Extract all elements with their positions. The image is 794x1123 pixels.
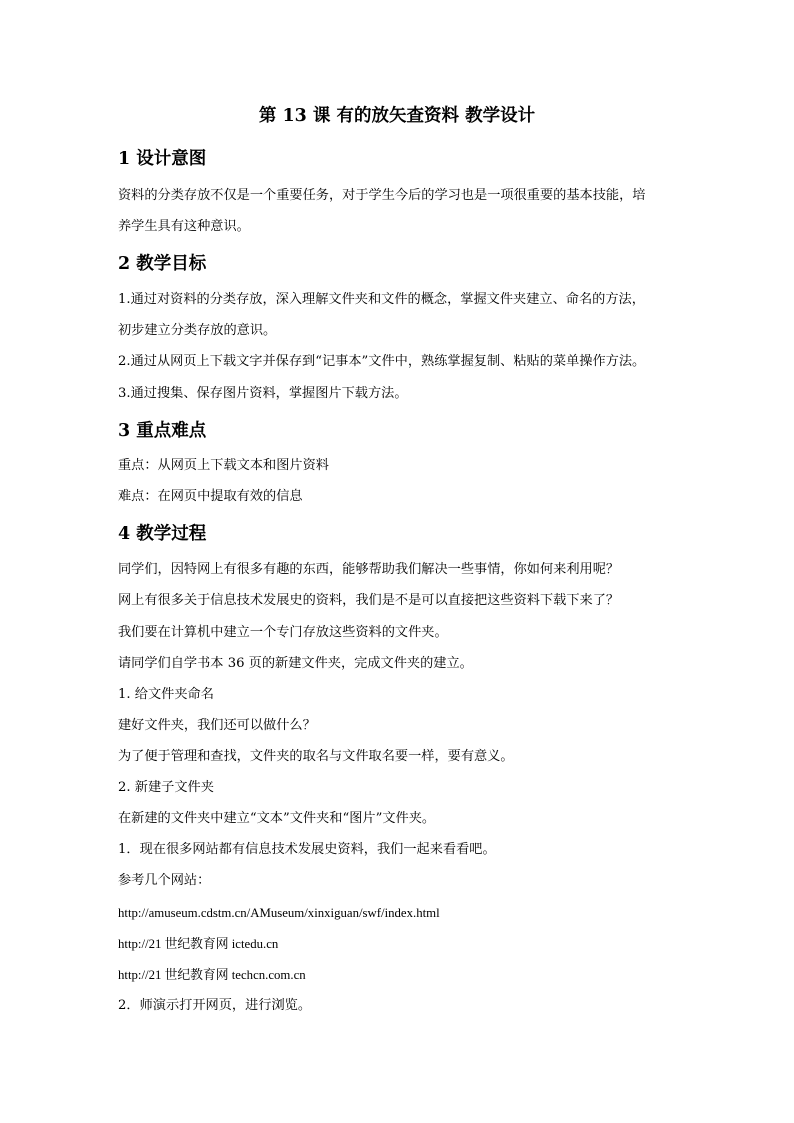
paragraph-line: 养学生具有这种意识。 [118, 219, 250, 234]
paragraph-line: 参考几个网站： [118, 873, 211, 888]
paragraph-line: 资料的分类存放不仅是一个重要任务，对于学生今后的学习也是一项很重要的基本技能，培 [118, 188, 646, 203]
paragraph-line: 网上有很多关于信息技术发展史的资料，我们是不是可以直接把这些资料下载下来了？ [118, 593, 620, 608]
document-title: 第 13 课 有的放矢查资料 教学设计 [258, 106, 536, 126]
paragraph-line: 3.通过搜集、保存图片资料，掌握图片下载方法。 [118, 386, 408, 401]
reference-url[interactable]: http://amuseum.cdstm.cn/AMuseum/xinxiguan/swf/index.html [118, 906, 440, 920]
reference-url[interactable]: http://21 世纪教育网 ictedu.cn [118, 937, 279, 951]
section-heading-teaching-process: 4 教学过程 [118, 524, 207, 544]
paragraph-line: 初步建立分类存放的意识。 [118, 323, 277, 338]
paragraph-line: 同学们，因特网上有很多有趣的东西，能够帮助我们解决一些事情，你如何来利用呢？ [118, 562, 620, 577]
list-item: 1. 给文件夹命名 [118, 687, 214, 702]
reference-url[interactable]: http://21 世纪教育网 techcn.com.cn [118, 968, 306, 982]
section-heading-design-intent: 1 设计意图 [118, 149, 207, 169]
list-item: 2．师演示打开网页，进行浏览。 [118, 998, 312, 1013]
paragraph-line: 重点：从网页上下载文本和图片资料 [118, 458, 329, 473]
section-heading-teaching-goals: 2 教学目标 [118, 254, 207, 274]
section-heading-key-points: 3 重点难点 [118, 421, 207, 441]
paragraph-line: 难点：在网页中提取有效的信息 [118, 489, 303, 504]
list-item: 1．现在很多网站都有信息技术发展史资料，我们一起来看看吧。 [118, 842, 496, 857]
paragraph-line: 我们要在计算机中建立一个专门存放这些资料的文件夹。 [118, 625, 448, 640]
paragraph-line: 为了便于管理和查找，文件夹的取名与文件取名要一样，要有意义。 [118, 749, 514, 764]
paragraph-line: 在新建的文件夹中建立“文本”文件夹和“图片”文件夹。 [118, 811, 436, 826]
paragraph-line: 1.通过对资料的分类存放，深入理解文件夹和文件的概念，掌握文件夹建立、命名的方法， [118, 292, 645, 307]
list-item: 2. 新建子文件夹 [118, 780, 214, 795]
paragraph-line: 2.通过从网页上下载文字并保存到“记事本”文件中，熟练掌握复制、粘贴的菜单操作方法。 [118, 354, 646, 369]
paragraph-line: 请同学们自学书本 36 页的新建文件夹，完成文件夹的建立。 [118, 656, 473, 671]
paragraph-line: 建好文件夹，我们还可以做什么？ [118, 718, 316, 733]
